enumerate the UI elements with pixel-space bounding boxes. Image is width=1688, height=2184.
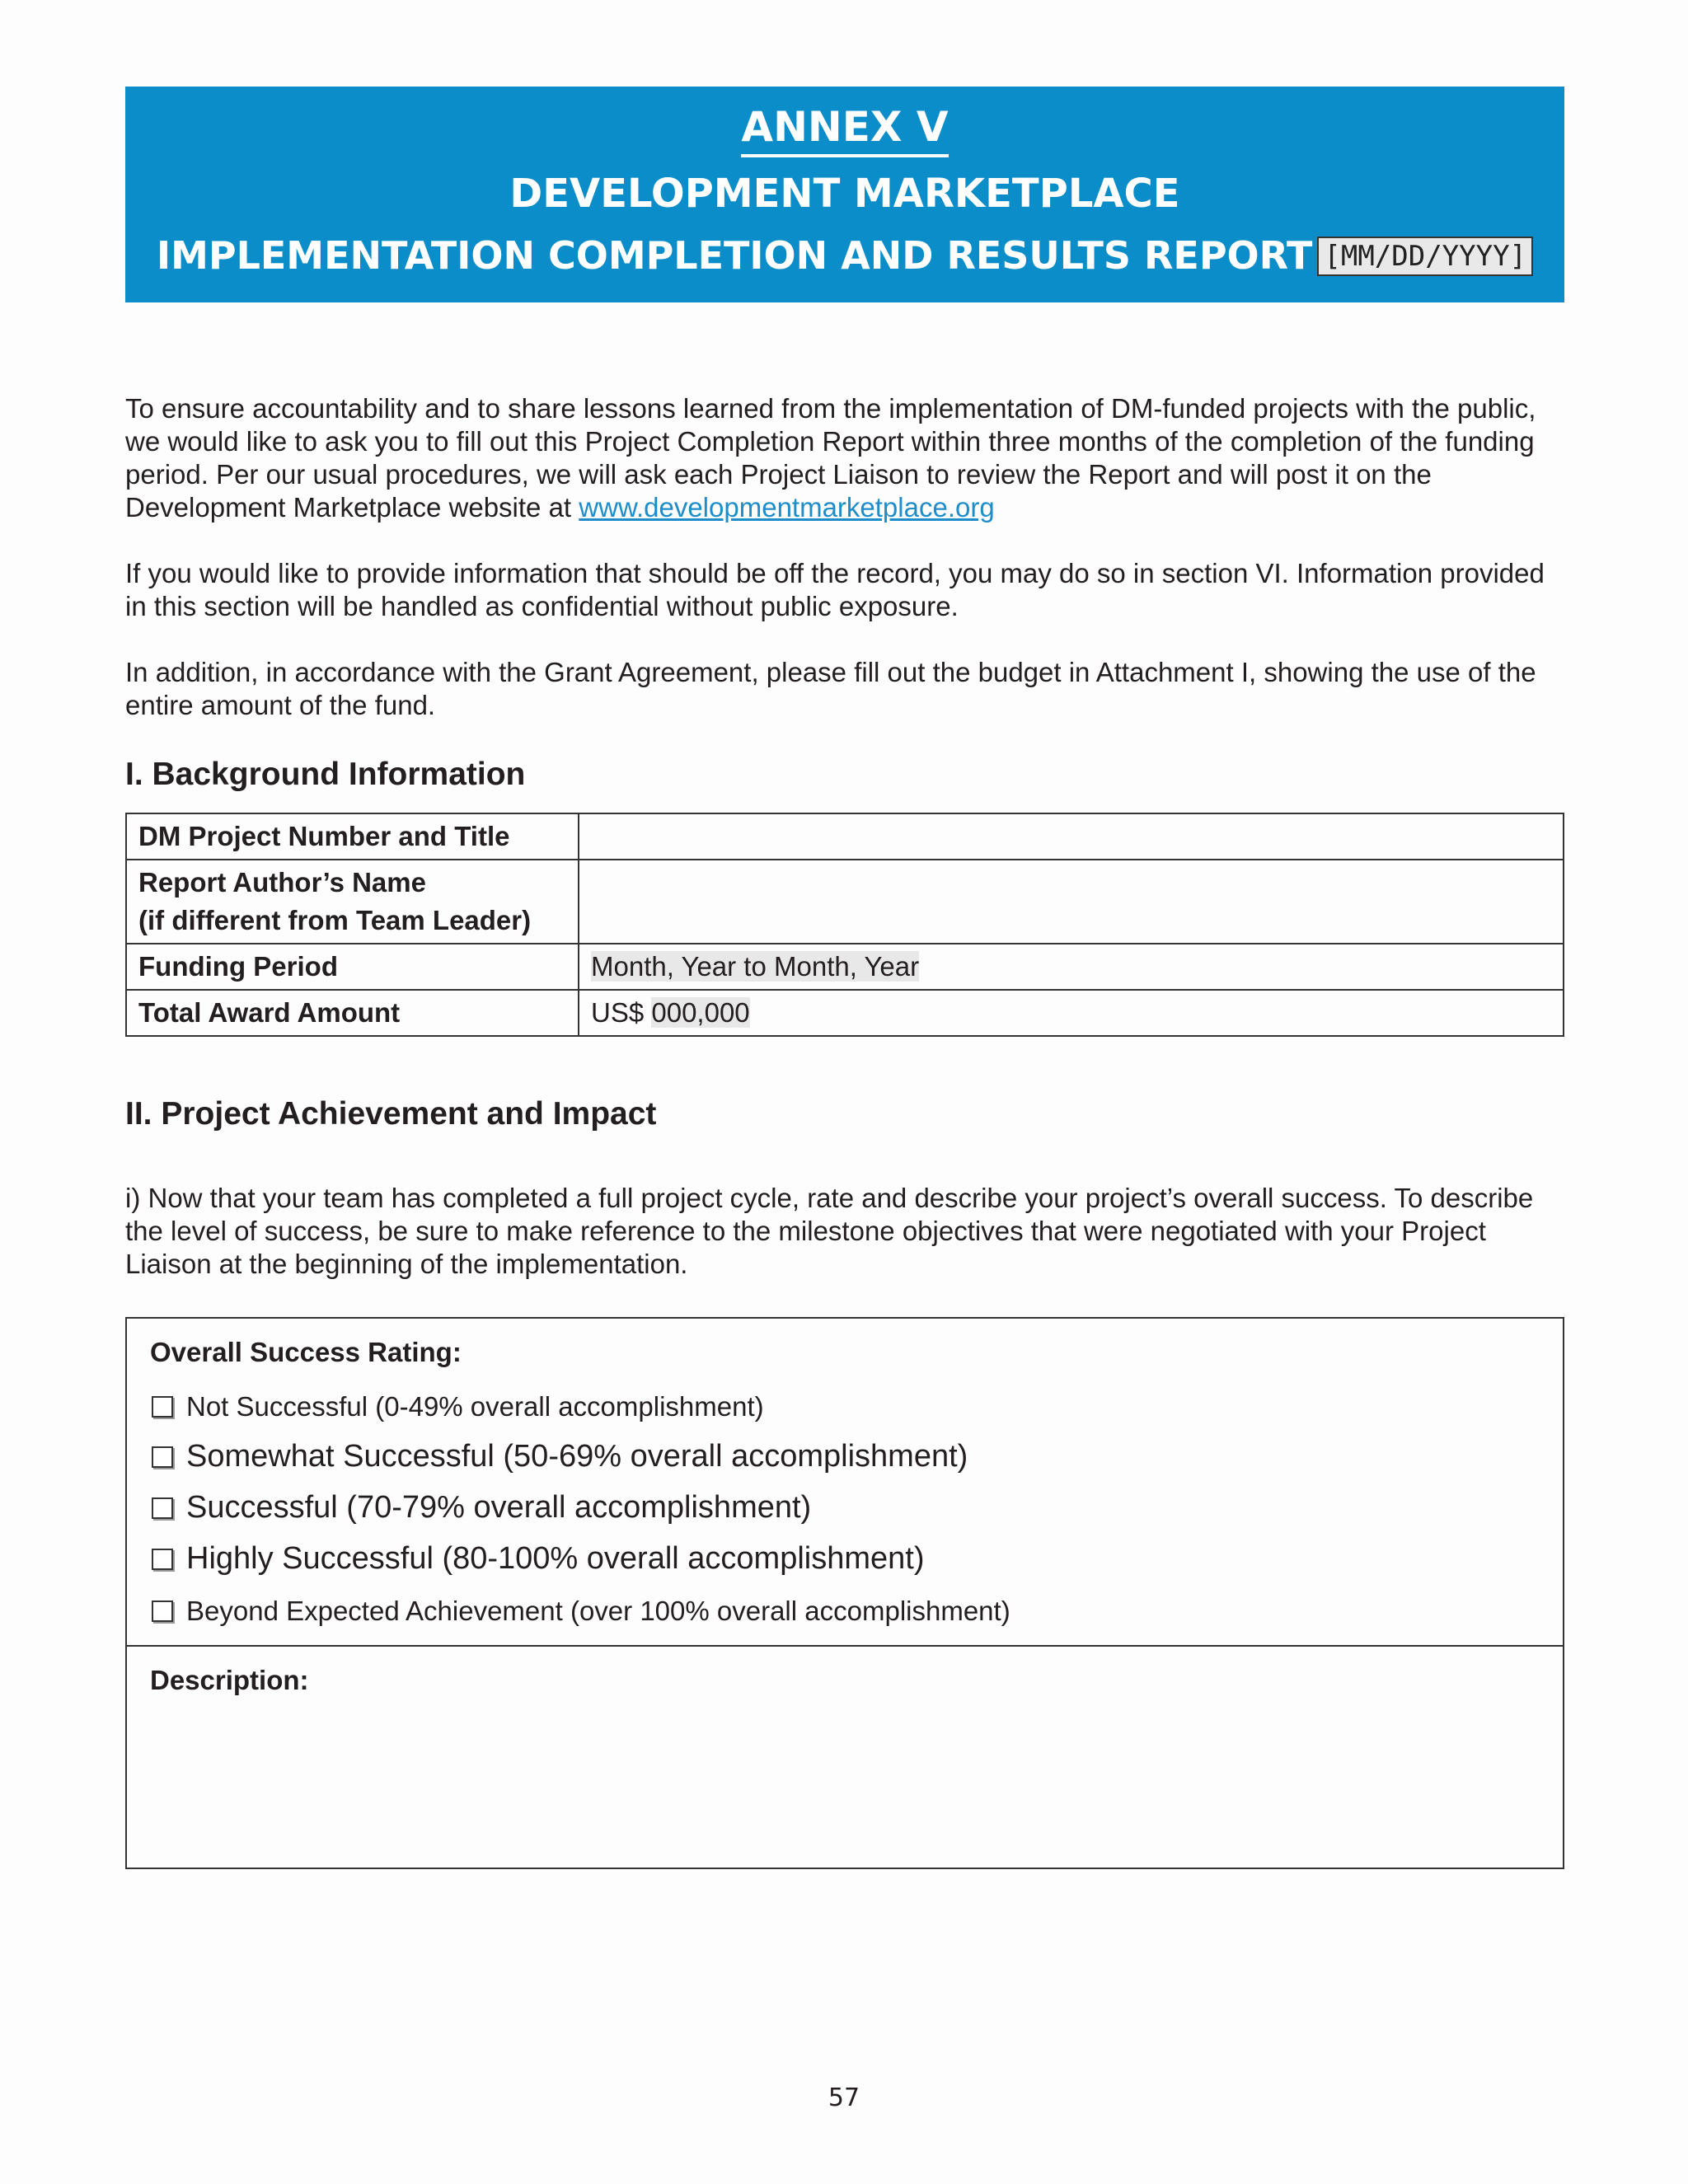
option-label: Highly Successful (80-100% overall accomplishment) <box>186 1541 925 1576</box>
row-label: DM Project Number and Title <box>126 813 579 860</box>
website-link[interactable]: www.developmentmarketplace.org <box>579 492 995 523</box>
table-row <box>126 944 1564 990</box>
checkbox-icon[interactable] <box>152 1601 173 1622</box>
funding-period-field[interactable]: Month, Year to Month, Year <box>579 944 1564 990</box>
checkbox-icon[interactable] <box>152 1446 173 1468</box>
description-label: Description: <box>150 1665 309 1695</box>
option-label: Somewhat Successful (50-69% overall accomplishment) <box>186 1439 968 1474</box>
option-somewhat-successful[interactable] <box>152 1439 968 1474</box>
option-successful[interactable] <box>152 1490 811 1526</box>
rating-title: Overall Success Rating: <box>150 1337 462 1367</box>
background-info-table <box>125 813 1564 1037</box>
row-label: Total Award Amount <box>126 990 579 1036</box>
success-question: i) Now that your team has completed a full project cycle, rate and describe your project’s overall success. To describe the level of success, be sure to make reference to the milestone objectives that were negotiated with your Project Liaison at the beginning of the implementation. <box>125 1183 1534 1279</box>
project-number-field[interactable] <box>579 813 1564 860</box>
rating-box <box>125 1317 1564 1869</box>
option-not-successful[interactable] <box>152 1391 764 1422</box>
title-banner <box>125 87 1564 302</box>
row-label: Funding Period <box>126 944 579 990</box>
intro-paragraph-2: If you would like to provide information that should be off the record, you may do so in section VI. Information provided in this section will be handled as confidential without public exposure. <box>125 558 1545 621</box>
option-highly-successful[interactable] <box>152 1541 925 1577</box>
section-1-heading: I. Background Information <box>125 757 526 792</box>
row-label: Report Author’s Name (if different from Team Leader) <box>126 860 579 944</box>
checkbox-icon[interactable] <box>152 1396 173 1418</box>
intro-paragraph-3: In addition, in accordance with the Grant Agreement, please fill out the budget in Attachment I, showing the use of the entire amount of the fund. <box>125 657 1536 720</box>
award-amount-field[interactable]: US$ 000,000 <box>579 990 1564 1036</box>
annex-title: ANNEX V <box>125 103 1564 151</box>
checkbox-icon[interactable] <box>152 1497 173 1519</box>
option-label: Not Successful (0-49% overall accomplishment) <box>186 1391 764 1422</box>
table-row <box>126 990 1564 1036</box>
option-beyond-expected[interactable] <box>152 1596 1010 1627</box>
description-field[interactable] <box>150 1706 1540 1851</box>
intro-paragraph-1: To ensure accountability and to share lessons learned from the implementation of DM-funded projects with the public, we would like to ask you to fill out this Project Completion Report within three months of the completion of the funding period. Per our usual procedures, we will ask each Project Liaison to review the Report and will post it on the Development Marketplace website at www.developmentmarketplace.org <box>125 393 1536 523</box>
table-row <box>126 813 1564 860</box>
author-name-field[interactable] <box>579 860 1564 944</box>
option-label: Successful (70-79% overall accomplishment) <box>186 1490 812 1525</box>
section-2-heading: II. Project Achievement and Impact <box>125 1096 657 1132</box>
option-label: Beyond Expected Achievement (over 100% overall accomplishment) <box>186 1596 1010 1626</box>
checkbox-icon[interactable] <box>152 1549 173 1570</box>
banner-line-report: IMPLEMENTATION COMPLETION AND RESULTS REPORT [MM/DD/YYYY] <box>125 233 1564 278</box>
divider <box>127 1645 1563 1647</box>
banner-line-marketplace: DEVELOPMENT MARKETPLACE <box>509 171 1180 217</box>
date-placeholder-field[interactable]: [MM/DD/YYYY] <box>1317 237 1533 276</box>
page-number: 57 <box>828 2083 860 2112</box>
table-row <box>126 860 1564 944</box>
